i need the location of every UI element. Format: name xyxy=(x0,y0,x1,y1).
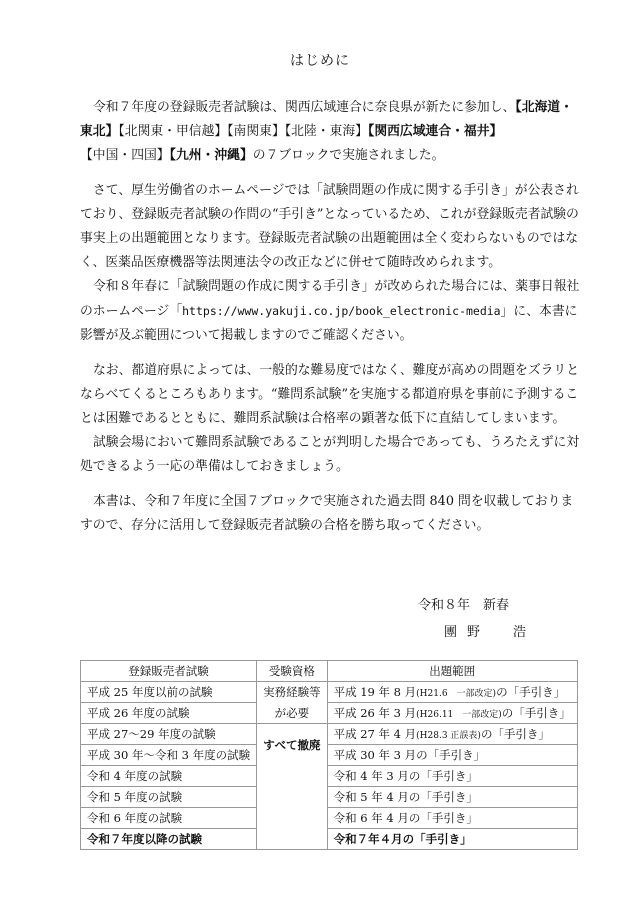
scope-cell xyxy=(327,682,577,703)
table-row xyxy=(81,808,578,829)
p1-text-c1: 【北関東・甲信越】【南関東】【北陸・東海】 xyxy=(118,124,368,139)
header-eligibility: 受験資格 xyxy=(257,661,328,682)
paragraph-6: 本書は、令和７年度に全国７ブロックで実施された過去問 840 問を収載しておりますので、存分に活用して登録販売者試験の合格を勝ち取ってください。 xyxy=(80,494,574,533)
signature-date: 令和８年 新春 xyxy=(418,598,510,613)
scope-cell xyxy=(327,724,577,745)
eligibility-cell: すべて撤廃 xyxy=(257,724,328,766)
body-text xyxy=(80,96,580,538)
exam-cell: 令和 6 年度の試験 xyxy=(81,808,257,829)
exam-cell: 平成 25 年度以前の試験 xyxy=(81,682,257,703)
table-row xyxy=(81,745,578,766)
table-row xyxy=(81,787,578,808)
signature-author: 團野 浩 xyxy=(444,625,537,640)
scope-cell xyxy=(327,703,577,724)
exam-cell: 令和 4 年度の試験 xyxy=(81,766,257,787)
p1-block-kyushu: 【九州・沖縄】 xyxy=(169,148,253,163)
table-row xyxy=(81,682,578,703)
scope-cell: 令和 6 年 4 月の「手引き」 xyxy=(327,808,577,829)
eligibility-cell: 実務経験等 xyxy=(257,682,328,703)
table-row xyxy=(81,766,578,787)
scope-text: 平成 27 年 4 月 xyxy=(333,727,417,741)
p1-text-d: の７ブロックで実施されました。 xyxy=(252,148,445,163)
scope-note: (H28.3 正誤表) xyxy=(416,731,481,741)
scope-cell: 令和 4 年 3 月の「手引き」 xyxy=(327,766,577,787)
paragraph-2: さて、厚生労働省のホームページでは「試験問題の作成に関する手引き」が公表されており、登録販売者試験の作問の“手引き”となっているため、これが登録販売者試験の事実上の出題範囲となります。登録販売者試験の出題範囲は全く変わらないものではなく、医薬品医療機器等法関連法令の改正などに併せて随時改められます。 xyxy=(80,183,579,270)
eligibility-cell-empty xyxy=(257,787,328,808)
scope-note: (H21.6 一部改定) xyxy=(416,689,497,699)
table-row xyxy=(81,703,578,724)
exam-cell: 平成 30 年～令和 3 年度の試験 xyxy=(81,745,257,766)
scope-note: (H26.11 一部改定) xyxy=(416,710,502,720)
exam-scope-table xyxy=(80,660,578,850)
scope-cell: 平成 30 年 3 月の「手引き」 xyxy=(327,745,577,766)
table-row xyxy=(81,829,578,850)
eligibility-cell-empty xyxy=(257,829,328,850)
header-exam: 登録販売者試験 xyxy=(81,661,257,682)
p1-block-hokkaido: 【北海道・東北】 xyxy=(80,100,573,139)
scope-text-post: の「手引き」 xyxy=(480,727,550,741)
scope-text: 平成 19 年 8 月 xyxy=(333,685,417,699)
exam-cell: 令和７年度以降の試験 xyxy=(81,829,257,850)
p1-text-c2: 【中国・四国】 xyxy=(80,148,170,163)
p1-text-a: 令和７年度の登録販売者試験は、関西広域連合に奈良県が新たに参加し、 xyxy=(93,100,516,115)
exam-cell: 平成 27～29 年度の試験 xyxy=(81,724,257,745)
p1-block-kansai: 【関西広域連合・福井】 xyxy=(367,124,503,139)
p3-text-a: 令和８年春に「試験問題の作成に関する手引き」が改められた場合には、薬事日報社のホームページ「 xyxy=(80,279,580,319)
paragraph-4: なお、都道府県によっては、一般的な難易度ではなく、難度が高めの問題をズラリとならべてくるところもあります。“難問系試験”を実施する都道府県を事前に予測することは困難であるとともに、難問系試験は合格率の顕著な低下に直結してしまいます。 xyxy=(80,363,580,426)
scope-cell: 令和 5 年 4 月の「手引き」 xyxy=(327,787,577,808)
paragraph-3 xyxy=(80,275,580,348)
table-header-row xyxy=(81,661,578,682)
eligibility-cell-empty xyxy=(257,766,328,787)
paragraph-5: 試験会場において難問系試験であることが判明した場合であっても、うろたえずに対処できるよう一応の準備はしておきましょう。 xyxy=(80,435,580,474)
scope-text: 平成 26 年 3 月 xyxy=(333,706,417,720)
eligibility-cell-empty xyxy=(257,808,328,829)
exam-cell: 平成 26 年度の試験 xyxy=(81,703,257,724)
paragraph-1 xyxy=(80,96,580,168)
scope-cell: 令和７年４月の「手引き」 xyxy=(327,829,577,850)
yakuji-url-link[interactable]: https://www.yakuji.co.jp/book_electronic-media xyxy=(182,304,501,318)
header-scope: 出題範囲 xyxy=(327,661,577,682)
eligibility-cell: が必要 xyxy=(257,703,328,724)
scope-text-post: の「手引き」 xyxy=(496,685,566,699)
signature xyxy=(418,592,568,646)
page-title: はじめに xyxy=(290,53,350,69)
scope-text-post: の「手引き」 xyxy=(501,706,571,720)
p3-text-b: 」に、本書に影響が及ぶ範囲について掲載しますのでご確認ください。 xyxy=(80,304,578,343)
exam-cell: 令和 5 年度の試験 xyxy=(81,787,257,808)
table-row xyxy=(81,724,578,745)
